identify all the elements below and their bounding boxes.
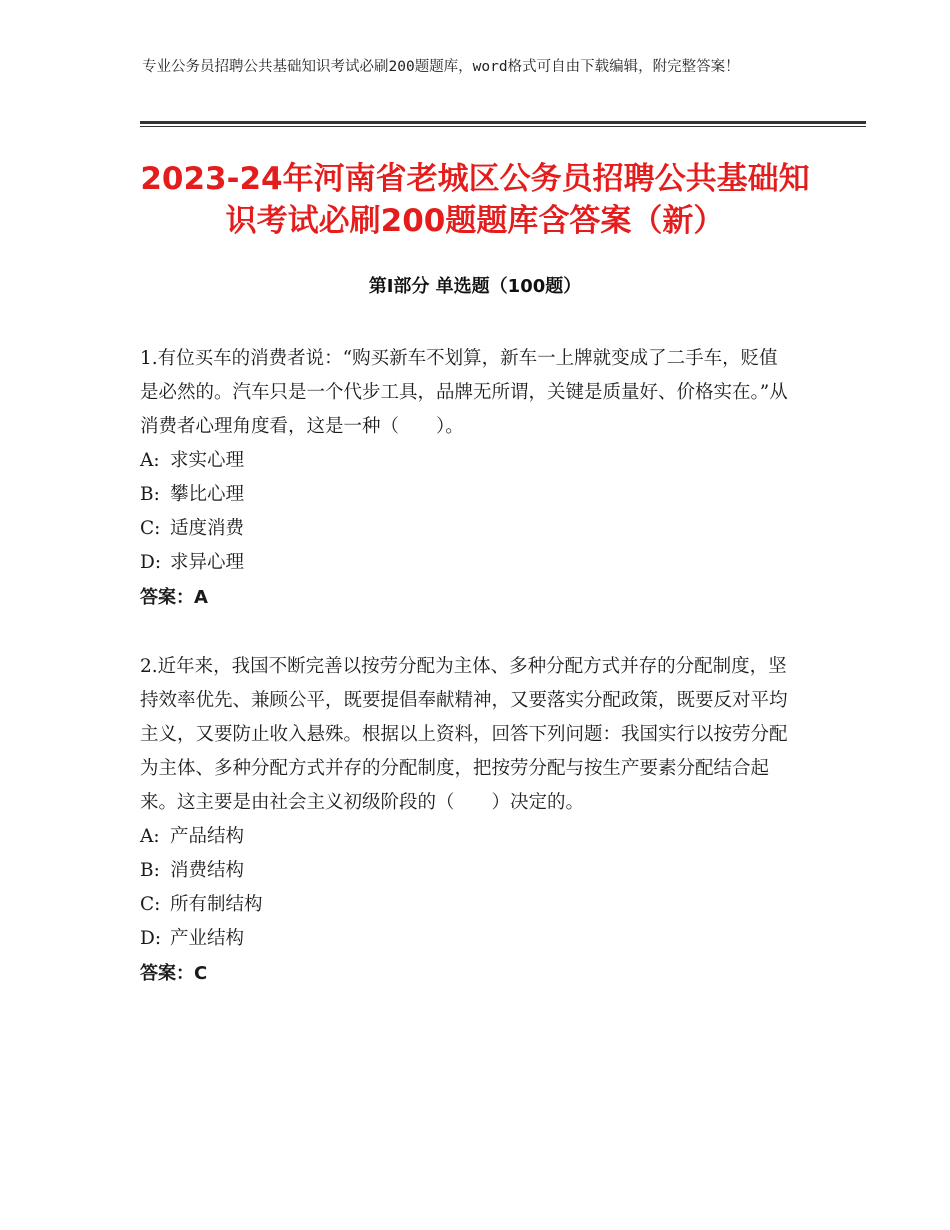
question-stem: 1.有位买车的消费者说：“购买新车不划算，新车一上牌就变成了二手车，贬值是必然的。汽车只是一个代步工具，品牌无所谓，关键是质量好、价格实在。”从消费者心理角度看，这是一种（ ）。: [140, 348, 788, 437]
option-d: [140, 922, 796, 956]
section-heading: 第Ⅰ部分 单选题（100题）: [368, 276, 582, 297]
header-rule-thin: [140, 126, 866, 127]
option-letter: A:: [140, 826, 160, 847]
option-text: 攀比心理: [170, 484, 245, 505]
option-letter: B:: [140, 484, 160, 505]
option-text: 所有制结构: [170, 894, 263, 915]
option-c: [140, 888, 796, 922]
option-text: 求实心理: [170, 450, 245, 471]
answer-line: 答案：A: [140, 587, 208, 608]
question-1: [140, 342, 796, 616]
option-text: 产品结构: [170, 826, 245, 847]
option-b: [140, 854, 796, 888]
answer-line: 答案：C: [140, 963, 208, 984]
document-title: 2023-24年河南省老城区公务员招聘公共基础知识考试必刷200题题库含答案（新）: [140, 161, 810, 239]
option-d: [140, 546, 796, 580]
option-letter: D:: [140, 928, 162, 949]
option-letter: C:: [140, 518, 161, 539]
option-text: 求异心理: [170, 552, 245, 573]
option-letter: C:: [140, 894, 161, 915]
option-letter: B:: [140, 860, 160, 881]
option-text: 消费结构: [170, 860, 245, 881]
header-note: 专业公务员招聘公共基础知识考试必刷200题题库，word格式可自由下载编辑，附完整答案！: [142, 59, 740, 75]
option-letter: D:: [140, 552, 162, 573]
option-a: [140, 820, 796, 854]
question-stem: 2.近年来，我国不断完善以按劳分配为主体、多种分配方式并存的分配制度，坚持效率优先、兼顾公平，既要提倡奉献精神，又要落实分配政策，既要反对平均主义，又要防止收入悬殊。根据以上资料，回答下列问题：我国实行以按劳分配为主体、多种分配方式并存的分配制度，把按劳分配与按生产要素分配结合起来。这主要是由社会主义初级阶段的（ ）决定的。: [140, 656, 788, 813]
question-2: [140, 650, 796, 992]
option-text: 适度消费: [170, 518, 245, 539]
header-rule-thick: [140, 121, 866, 124]
option-c: [140, 512, 796, 546]
option-text: 产业结构: [170, 928, 245, 949]
option-letter: A:: [140, 450, 160, 471]
option-b: [140, 478, 796, 512]
option-a: [140, 444, 796, 478]
